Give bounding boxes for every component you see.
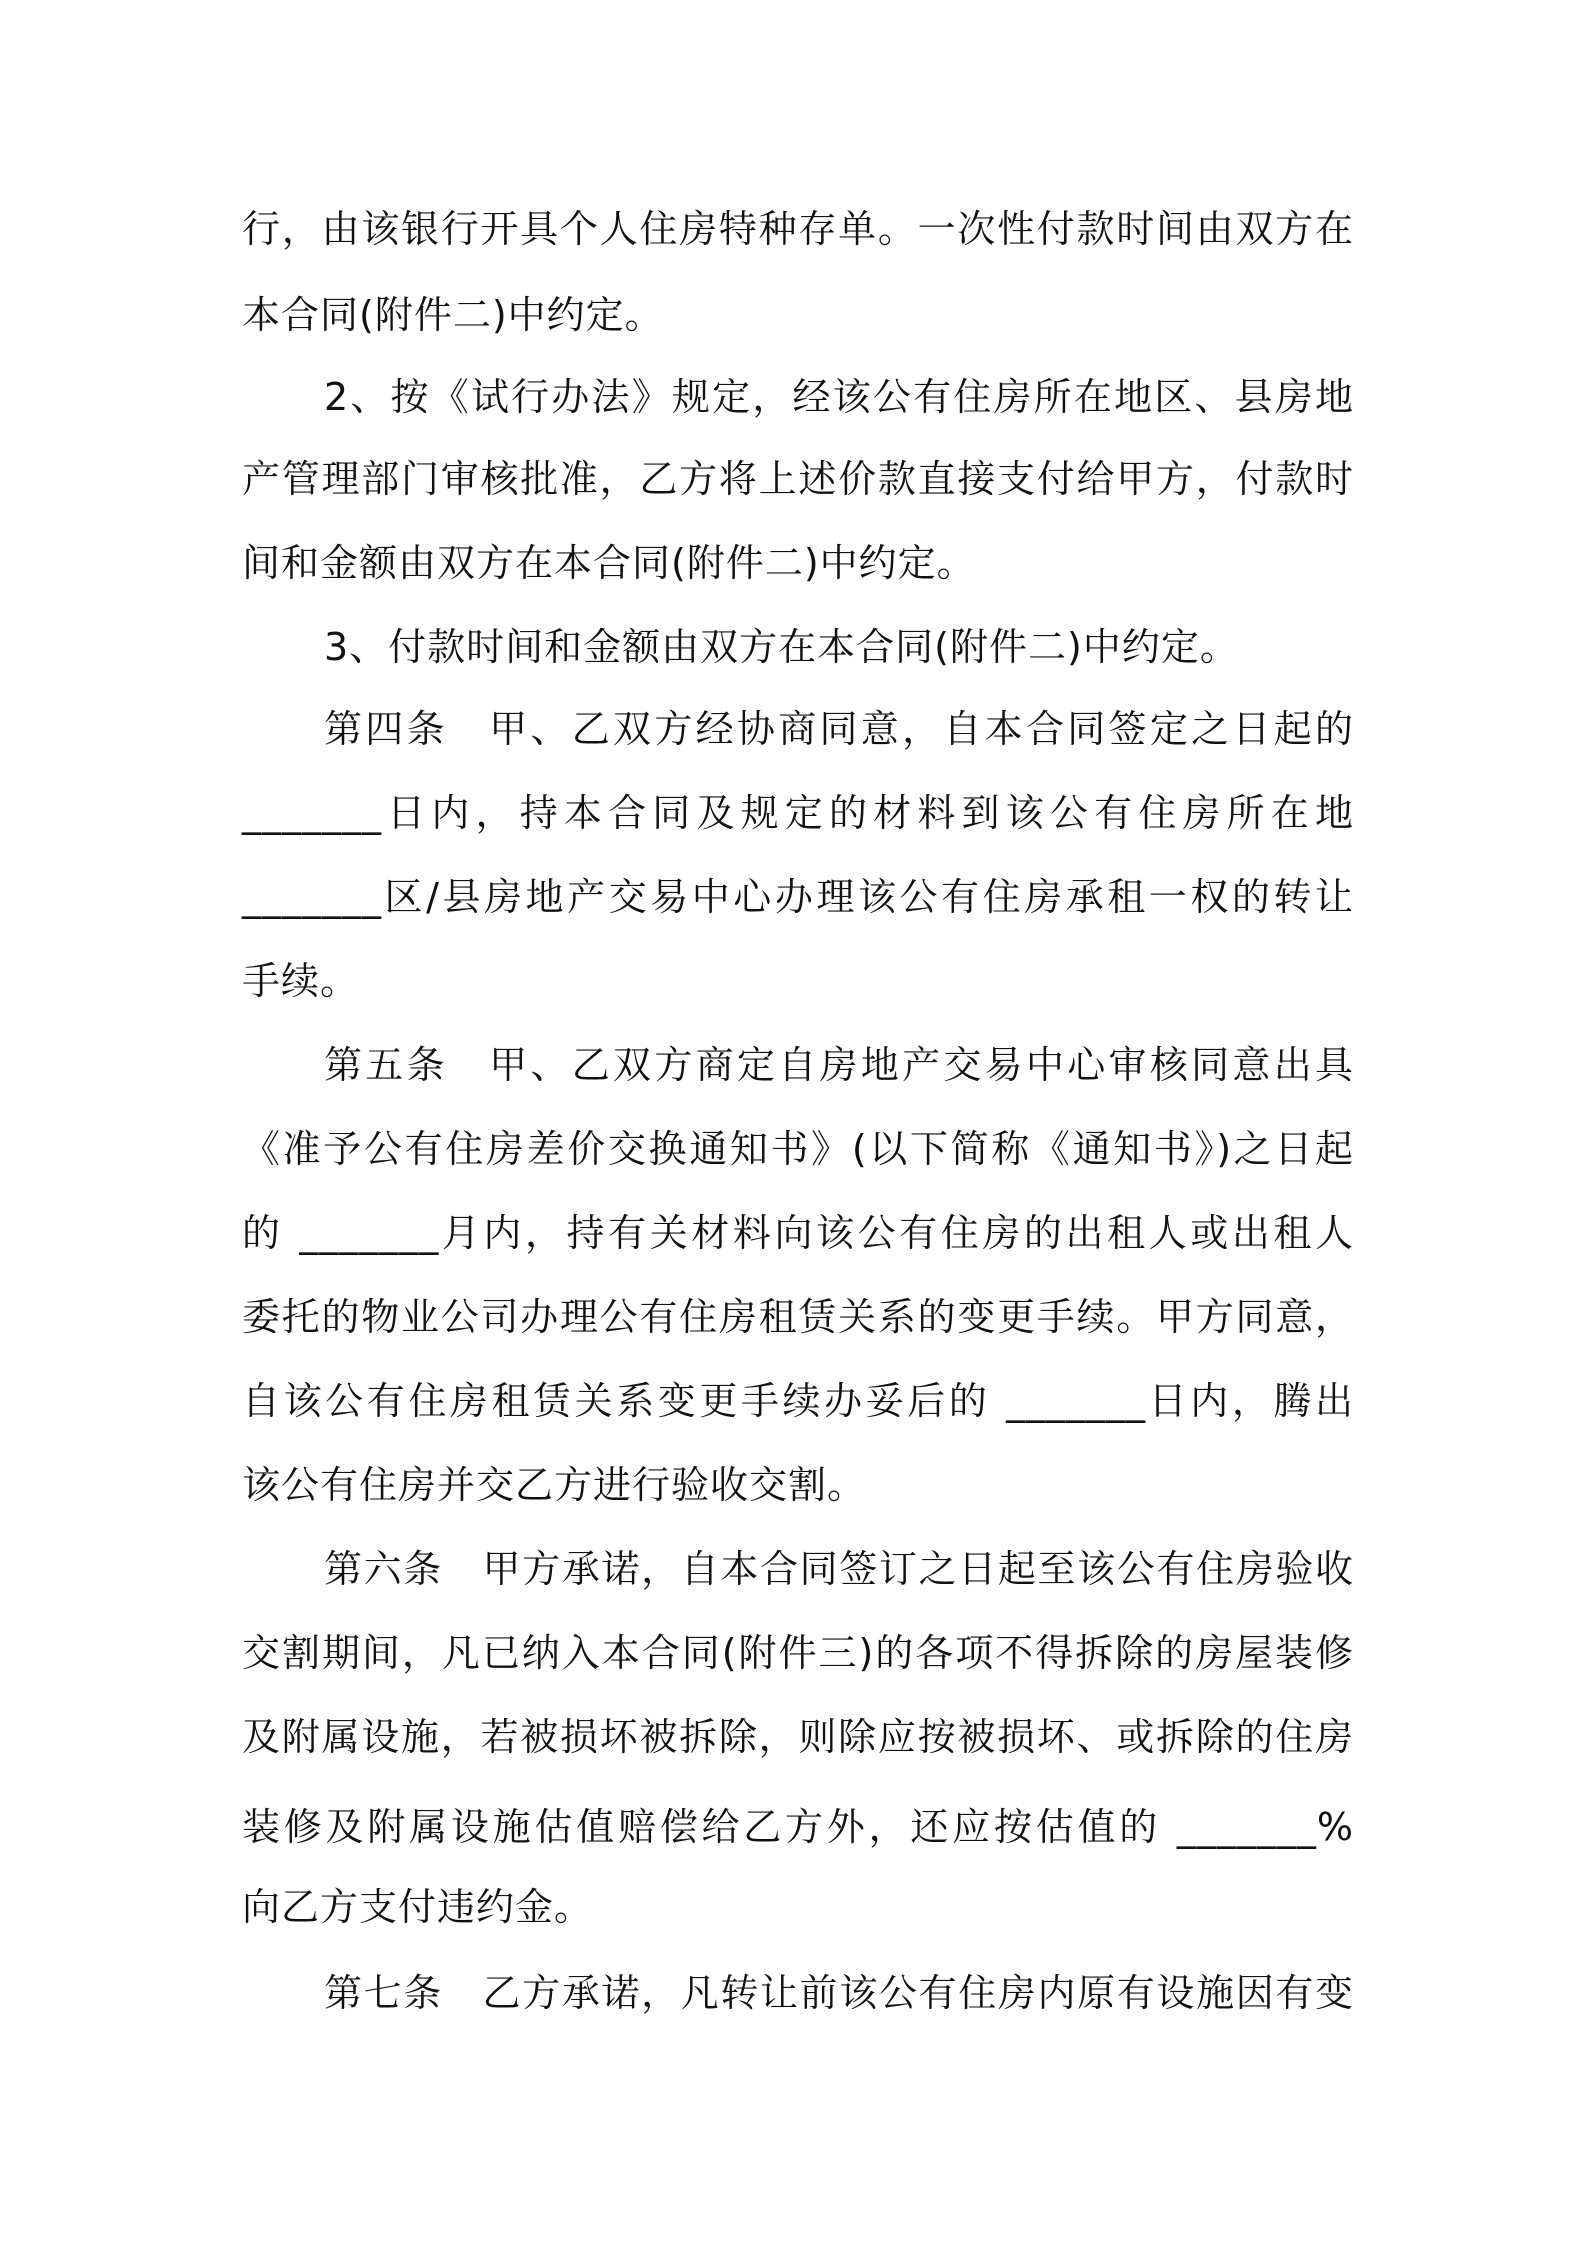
text-line-8: _______日内，持本合同及规定的材料到该公有住房所在地 <box>242 791 1354 835</box>
text-line-16: 该公有住房并交乙方进行验收交割。 <box>242 1463 867 1507</box>
text-line-10: 手续。 <box>242 959 360 1003</box>
text-line-14: 委托的物业公司办理公有住房租赁关系的变更手续。甲方同意， <box>242 1295 1354 1339</box>
text-line-4: 产管理部门审核批准，乙方将上述价款直接支付给甲方，付款时 <box>242 457 1354 501</box>
text-line-1: 行，由该银行开具个人住房特种存单。一次性付款时间由双方在 <box>242 207 1354 251</box>
text-line-2: 本合同(附件二)中约定。 <box>242 293 664 337</box>
text-line-7: 第四条 甲、乙双方经协商同意，自本合同签定之日起的 <box>324 707 1354 751</box>
text-line-20: 装修及附属设施估值赔偿给乙方外，还应按估值的 _______% <box>242 1805 1354 1849</box>
text-line-5: 间和金额由双方在本合同(附件二)中约定。 <box>242 541 976 585</box>
text-line-17: 第六条 甲方承诺，自本合同签订之日起至该公有住房验收 <box>324 1547 1354 1591</box>
text-line-11: 第五条 甲、乙双方商定自房地产交易中心审核同意出具 <box>324 1043 1354 1087</box>
text-line-3: 2、按《试行办法》规定，经该公有住房所在地区、县房地 <box>324 375 1354 419</box>
text-line-9: _______区/县房地产交易中心办理该公有住房承租一权的转让 <box>242 875 1354 919</box>
text-line-12: 《准予公有住房差价交换通知书》(以下简称《通知书》)之日起 <box>242 1127 1354 1171</box>
text-line-19: 及附属设施，若被损坏被拆除，则除应按被损坏、或拆除的住房 <box>242 1715 1354 1759</box>
text-line-13: 的 _______月内，持有关材料向该公有住房的出租人或出租人 <box>242 1211 1354 1255</box>
text-line-15: 自该公有住房租赁关系变更手续办妥后的 _______日内，腾出 <box>242 1379 1354 1423</box>
text-line-22: 第七条 乙方承诺，凡转让前该公有住房内原有设施因有变 <box>324 1971 1354 2015</box>
text-line-18: 交割期间，凡已纳入本合同(附件三)的各项不得拆除的房屋装修 <box>242 1631 1354 1675</box>
text-line-21: 向乙方支付违约金。 <box>242 1885 594 1929</box>
text-line-6: 3、付款时间和金额由双方在本合同(附件二)中约定。 <box>324 625 1239 669</box>
